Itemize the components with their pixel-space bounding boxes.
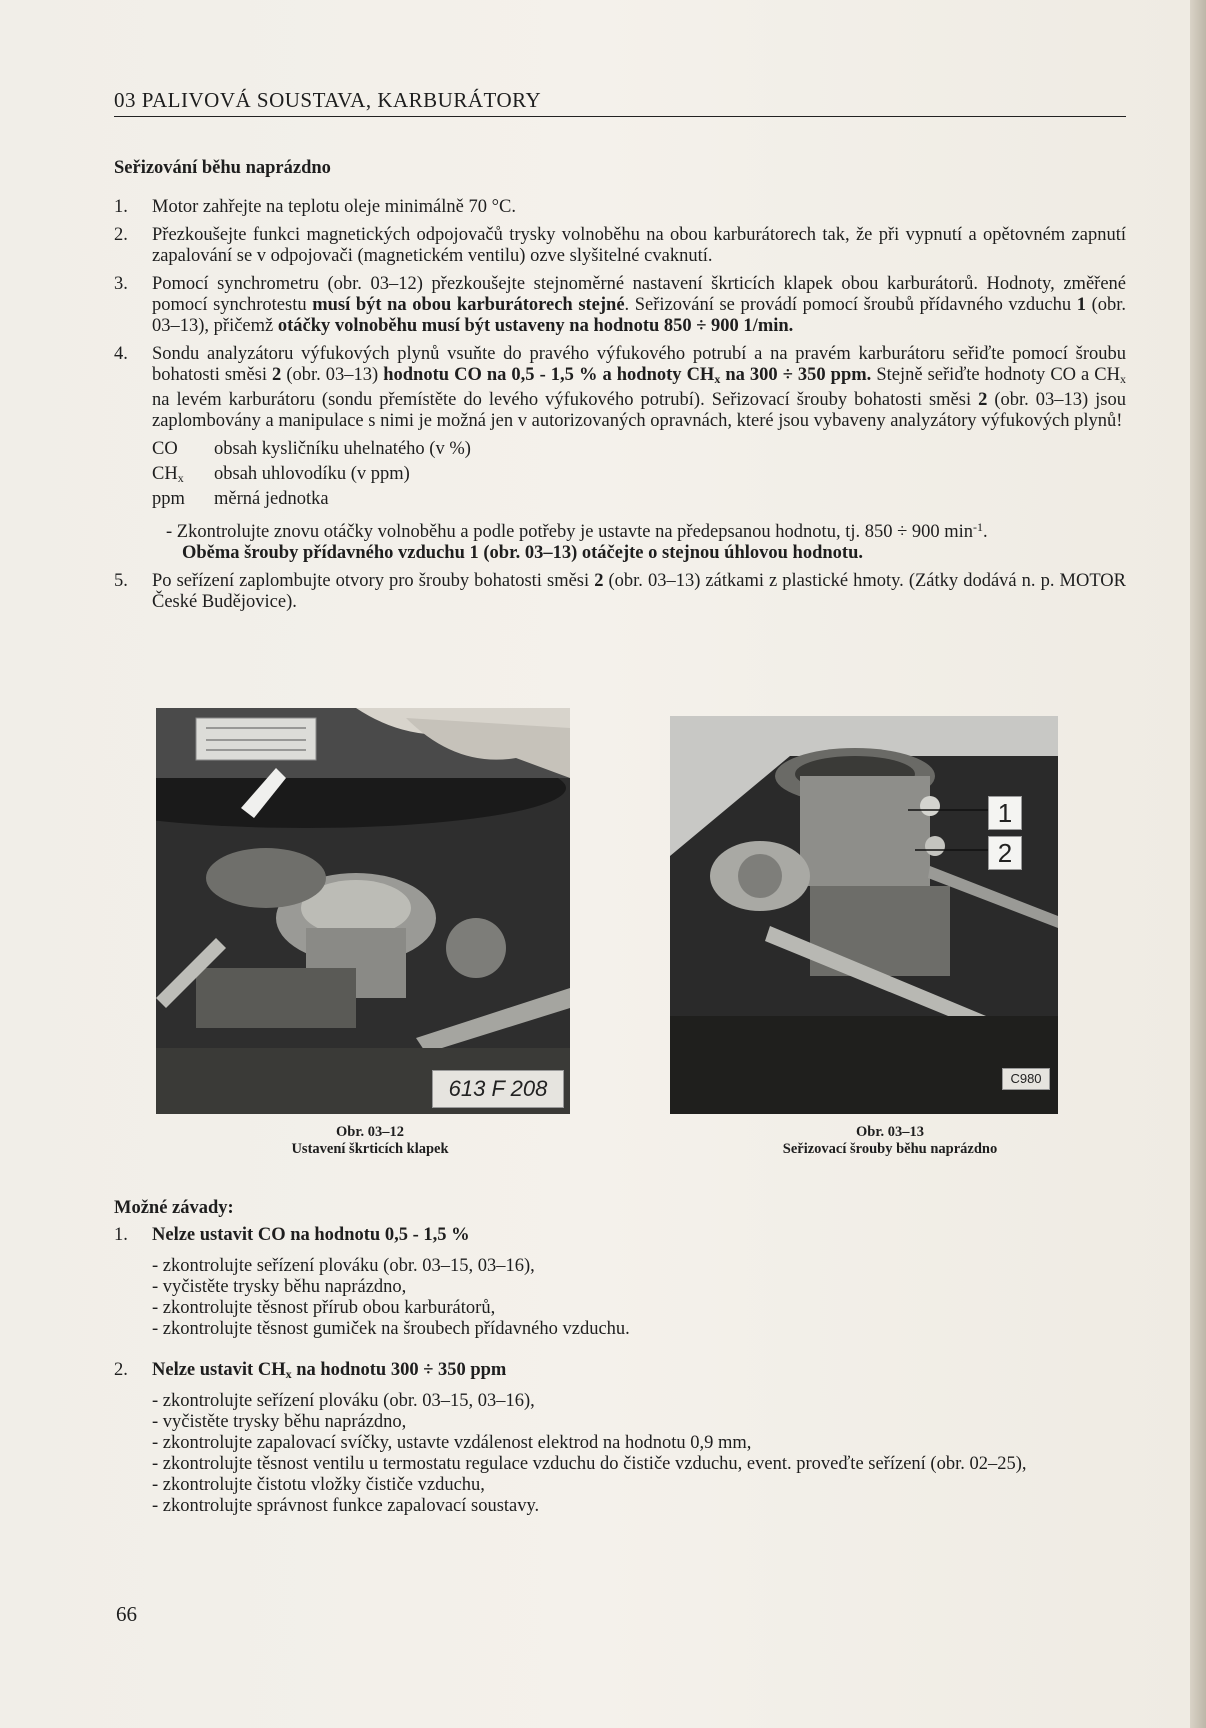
note (114, 517, 1126, 564)
list-item (114, 225, 1126, 267)
superscript: -1 (973, 520, 984, 534)
item-text: Pomocí synchrometru (obr. 03–12) přezkoušejte stejnoměrné nastavení škrticích klapek obou karburátorů. Hodnoty, změřené pomocí synchrotestu (152, 274, 1126, 315)
legend-desc: obsah uhlovodíku (v ppm) (214, 464, 410, 484)
figure-caption (220, 1124, 520, 1158)
item-bold: otáčky volnoběhu musí být ustaveny na hodnotu 850 ÷ 900 1/min. (277, 316, 794, 336)
item-text: . Seřizování se provádí pomocí šroubů přídavného vzduchu (624, 295, 1077, 315)
legend-row (152, 464, 1126, 489)
legend-desc: obsah kysličníku uhelnatého (v %) (214, 439, 471, 459)
fault-step: - vyčistěte trysky běhu naprázdno, (152, 1277, 407, 1297)
note-text: - Zkontrolujte znovu otáčky volnoběhu a podle potřeby je ustavte na předepsanou hodnotu, tj. 850 ÷ 900 min (166, 522, 974, 542)
item-number: 5. (114, 571, 128, 591)
item-bold: na 300 ÷ 350 ppm. (720, 365, 872, 385)
list-item (114, 571, 1126, 613)
fault-step: - zkontrolujte těsnost přírub obou karburátorů, (152, 1298, 496, 1318)
item-text: Stejně seřiďte hodnoty CO a CH (871, 365, 1121, 385)
item-bold: musí být na obou karburátorech stejné (312, 295, 625, 315)
item-text: (obr. 03–13) (281, 365, 384, 385)
figure-number: Obr. 03–12 (336, 1124, 404, 1140)
note-bold: Oběma šrouby přídavného vzduchu 1 (obr. 03–13) otáčejte o stejnou úhlovou hodnotu. (182, 543, 863, 563)
item-text: Sondu analyzátoru výfukových plynů vsuňte do pravého výfukového potrubí a na pravém karburátoru seřiďte pomocí šroubu bohatosti směsi (152, 344, 1126, 385)
photo-throttle-adjustment (156, 708, 570, 1114)
figure-caption (720, 1124, 1060, 1158)
fault-steps (152, 1391, 1126, 1517)
list-item (114, 197, 1126, 218)
item-text: na levém karburátoru (sondu přemístěte do levého výfukového potrubí). Seřizovací šrouby bohatosti směsi (152, 390, 979, 410)
fault-item (114, 1360, 1126, 1517)
faults-title: Možné závady: (114, 1198, 234, 1218)
photo-code-label: 613 F 208 (432, 1070, 564, 1108)
fault-step: - zkontrolujte těsnost ventilu u termostatu regulace vzduchu do čističe vzduchu, event. proveďte seřízení (obr. 02–25), (152, 1454, 1027, 1474)
section-title: Seřizování běhu naprázdno (114, 158, 331, 178)
item-text: Motor zahřejte na teplotu oleje minimálně 70 °C. (152, 197, 516, 217)
subscript: x (714, 372, 721, 386)
fault-number: 2. (114, 1360, 128, 1380)
fault-title: Nelze ustavit $CH_x$ na hodnotu 300 ÷ 350 ppm (152, 1360, 507, 1381)
photo-code-label: C980 (1002, 1068, 1050, 1090)
fault-steps (152, 1256, 1126, 1340)
page-number: 66 (116, 1602, 137, 1626)
callout-1: 1 (988, 796, 1022, 830)
list-item (114, 274, 1126, 337)
fault-step: - vyčistěte trysky běhu naprázdno, (152, 1412, 407, 1432)
fault-step: - zkontrolujte zapalovací svíčky, ustavte vzdálenost elektrod na hodnotu 0,9 mm, (152, 1433, 752, 1453)
fault-step: - zkontrolujte čistotu vložky čističe vzduchu, (152, 1475, 485, 1495)
item-text: Po seřízení zaplombujte otvory pro šrouby bohatosti směsi (152, 571, 595, 591)
legend-abbr: $CH_x$ (152, 464, 184, 485)
subscript: x (1120, 372, 1127, 386)
item-number: 2. (114, 225, 128, 245)
chapter-header: 03 PALIVOVÁ SOUSTAVA, KARBURÁTORY (114, 88, 1126, 117)
legend-row (152, 439, 1126, 464)
fault-step: - zkontrolujte těsnost gumiček na šroubech přídavného vzduchu. (152, 1319, 630, 1339)
carburetor-photo-right (670, 716, 1058, 1114)
legend-desc: měrná jednotka (214, 489, 329, 509)
item-text: Přezkoušejte funkci magnetických odpojovačů trysky volnoběhu na obou karburátorech tak, že při vypnutí a opětovném zapnutí zapalování se v odpojovači (magnetickém ventilu) ozve slyšitelné cvaknutí. (152, 225, 1126, 266)
item-text: (obr. 03–13), přičemž (152, 295, 1126, 336)
fault-title: Nelze ustavit CO na hodnotu 0,5 - 1,5 % (152, 1225, 470, 1245)
item-number: 3. (114, 274, 128, 294)
legend-abbr: CO (152, 439, 178, 459)
item-text: (obr. 03–13) zátkami z plastické hmoty. (Zátky dodává n. p. MOTOR České Budějovice). (152, 571, 1126, 612)
carburetor-photo-left (156, 708, 570, 1114)
figure-number: Obr. 03–13 (856, 1124, 924, 1140)
item-bold: hodnotu CO na 0,5 - 1,5 % a hodnoty CH (383, 365, 715, 385)
legend-abbr: ppm (152, 489, 185, 509)
fault-number: 1. (114, 1225, 128, 1245)
figure-title: Seřizovací šrouby běhu naprázdno (782, 1141, 998, 1157)
faults-section (114, 1198, 1126, 1537)
callout-2: 2 (988, 836, 1022, 870)
legend-row (152, 489, 1126, 514)
fault-step: - zkontrolujte správnost funkce zapalovací soustavy. (152, 1496, 540, 1516)
fault-item (114, 1225, 1126, 1340)
item-bold: 1 (1076, 295, 1086, 315)
abbreviation-legend (114, 439, 1126, 514)
item-number: 4. (114, 344, 128, 364)
item-bold: 2 (272, 365, 282, 385)
item-number: 1. (114, 197, 128, 217)
item-bold: 2 (978, 390, 988, 410)
photo-idle-screws (670, 716, 1058, 1114)
item-bold: 2 (594, 571, 604, 591)
page-edge (1190, 0, 1206, 1728)
list-item (114, 344, 1126, 432)
item-text: (obr. 03–13) jsou zaplombovány a manipulace s nimi je možná jen v autorizovaných opravnách, které jsou vybaveny analyzátory výfukových plynů! (152, 390, 1126, 431)
note-end: . (983, 522, 988, 542)
fault-step: - zkontrolujte seřízení plováku (obr. 03–15, 03–16), (152, 1391, 535, 1411)
fault-step: - zkontrolujte seřízení plováku (obr. 03–15, 03–16), (152, 1256, 535, 1276)
main-content (114, 158, 1126, 620)
figure-title: Ustavení škrticích klapek (291, 1141, 449, 1157)
